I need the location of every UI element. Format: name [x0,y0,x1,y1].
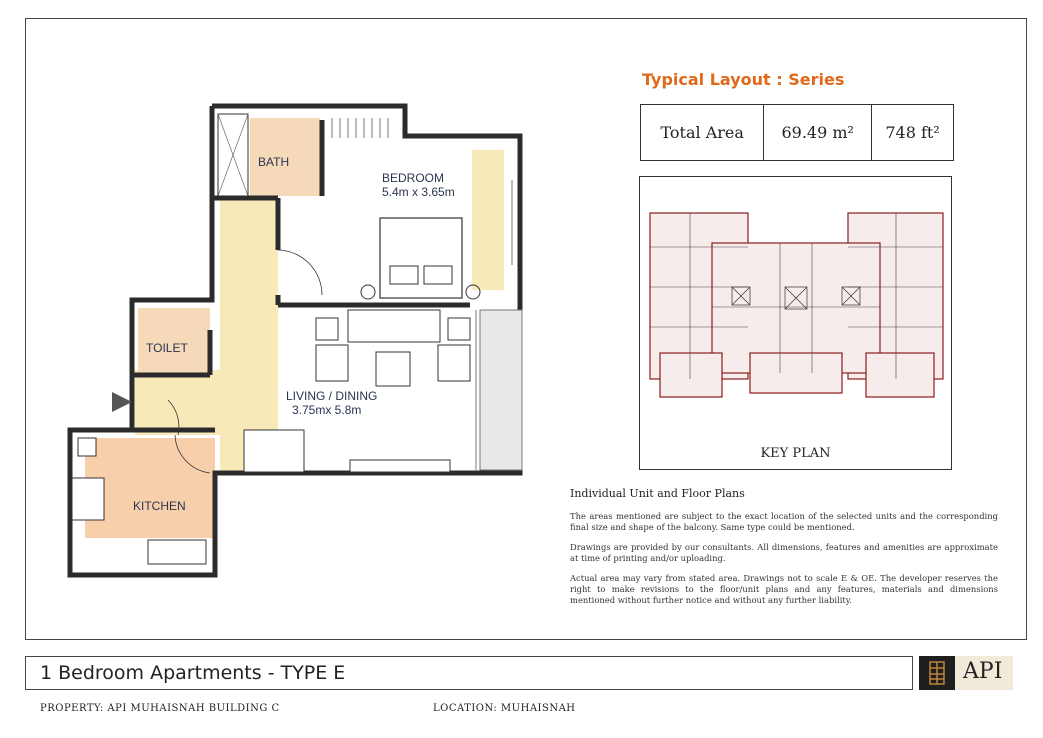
title-bar [25,656,913,690]
area-table [640,104,954,161]
building-logo-icon [919,656,955,690]
room-label-kitchen: KITCHEN [133,499,186,513]
room-label-bedroom: BEDROOM [382,171,445,185]
key-plan [639,176,952,470]
key-plan-label: KEY PLAN [760,446,831,461]
page-title: 1 Bedroom Apartments - TYPE E [40,662,346,684]
area-sqm: 69.49 m² [764,105,872,161]
notes-paragraph: Actual area may vary from stated area. Drawings not to scale E & OE. The developer reserves the right to make revisions to the floor/unit plans and any features, materials and dimensions mentioned without further notice and without any further liability. [570,572,998,606]
total-area-label: Total Area [641,105,764,161]
notes-block [570,487,998,615]
api-logo [919,656,1013,690]
notes-heading: Individual Unit and Floor Plans [570,487,745,500]
area-sqft: 748 ft² [872,105,954,161]
footer-property: PROPERTY: API MUHAISNAH BUILDING C [40,703,280,714]
layout-title: Typical Layout : Series [642,70,845,89]
notes-paragraph: Drawings are provided by our consultants. All dimensions, features and amenities are approximate at time of printing and/or uploading. [570,541,998,563]
footer-location: LOCATION: MUHAISNAH [433,703,576,714]
room-label-bath: BATH [258,155,290,169]
room-dims-bedroom: 5.4m x 3.65m [382,185,455,199]
logo-text: API [963,659,1003,684]
notes-paragraph: The areas mentioned are subject to the exact location of the selected units and the corresponding final size and shape of the balcony. Same type could be mentioned. [570,510,998,532]
room-label-toilet: TOILET [146,341,188,355]
key-plan-drawing [640,177,953,437]
room-label-living: LIVING / DINING [286,389,378,403]
floor-plan-drawing [60,100,530,580]
room-dims-living: 3.75mx 5.8m [292,403,362,417]
